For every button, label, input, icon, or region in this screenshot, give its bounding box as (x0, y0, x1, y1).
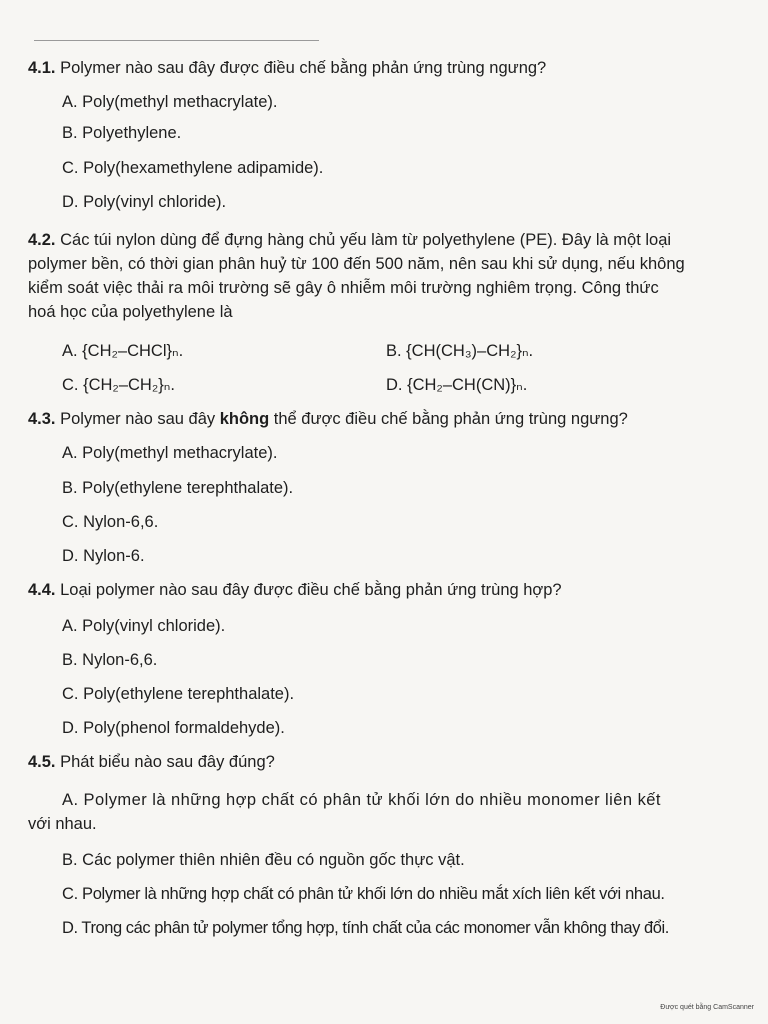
q5-option-b: B. Các polymer thiên nhiên đều có nguồn gốc thực vật. (62, 851, 465, 869)
emphasis-word: không (219, 410, 270, 428)
question-line: 4.2. Các túi nylon dùng để đựng hàng chủ yếu làm từ polyethylene (PE). Đây là một loại (28, 231, 672, 249)
q1-option-a: A. Poly(methyl methacrylate). (62, 93, 278, 111)
question-4-2 (28, 228, 756, 324)
question-4-4: 4.4. Loại polymer nào sau đây được điều chế bằng phản ứng trùng hợp? (28, 581, 562, 599)
q3-option-c: C. Nylon-6,6. (62, 513, 159, 531)
question-line: kiểm soát việc thải ra môi trường sẽ gây ô nhiễm môi trường nghiêm trọng. Công thức (28, 279, 659, 297)
q5-option-a (28, 788, 756, 836)
top-divider (34, 40, 319, 41)
question-number: 4.1. (28, 59, 56, 77)
q2-option-d: D. {CH₂–CH(CN)}ₙ. (386, 376, 528, 394)
q2-option-b: B. {CH(CH₃)–CH₂}ₙ. (386, 342, 534, 360)
q1-option-b: B. Polyethylene. (62, 124, 182, 142)
q5-option-c: C. Polymer là những hợp chất có phân tử khối lớn do nhiều mắt xích liên kết với nhau. (62, 885, 665, 903)
question-line: polymer bền, có thời gian phân huỷ từ 100 đến 500 năm, nên sau khi sử dụng, nếu không (28, 255, 685, 273)
question-number: 4.5. (28, 753, 56, 771)
option-line: A. Polymer là những hợp chất có phân tử khối lớn do nhiều monomer liên kết (62, 791, 661, 809)
q2-option-c: C. {CH₂–CH₂}ₙ. (62, 376, 175, 394)
q4-option-b: B. Nylon-6,6. (62, 651, 158, 669)
scanner-watermark: Được quét bằng CamScanner (660, 1004, 754, 1011)
q3-option-d: D. Nylon-6. (62, 547, 145, 565)
question-text: Polymer nào sau đây được điều chế bằng phản ứng trùng ngưng? (55, 59, 547, 77)
q5-option-d: D. Trong các phân tử polymer tổng hợp, tính chất của các monomer vẫn không thay đổi. (62, 919, 669, 937)
q4-option-d: D. Poly(phenol formaldehyde). (62, 719, 285, 737)
question-4-3: 4.3. Polymer nào sau đây không thể được điều chế bằng phản ứng trùng ngưng? (28, 410, 628, 428)
question-4-1 (28, 56, 748, 80)
q1-option-d: D. Poly(vinyl chloride). (62, 193, 227, 211)
question-4-5: 4.5. Phát biểu nào sau đây đúng? (28, 753, 275, 771)
q1-option-c: C. Poly(hexamethylene adipamide). (62, 159, 324, 177)
q4-option-a: A. Poly(vinyl chloride). (62, 617, 226, 635)
q4-option-c: C. Poly(ethylene terephthalate). (62, 685, 295, 703)
question-number: 4.4. (28, 581, 56, 599)
question-number: 4.2. (28, 231, 56, 249)
q2-option-a: A. {CH₂–CHCl}ₙ. (62, 342, 184, 360)
q3-option-a: A. Poly(methyl methacrylate). (62, 444, 278, 462)
question-line: hoá học của polyethylene là (28, 303, 233, 321)
question-number: 4.3. (28, 410, 56, 428)
option-line: với nhau. (28, 815, 97, 833)
q3-option-b: B. Poly(ethylene terephthalate). (62, 479, 294, 497)
